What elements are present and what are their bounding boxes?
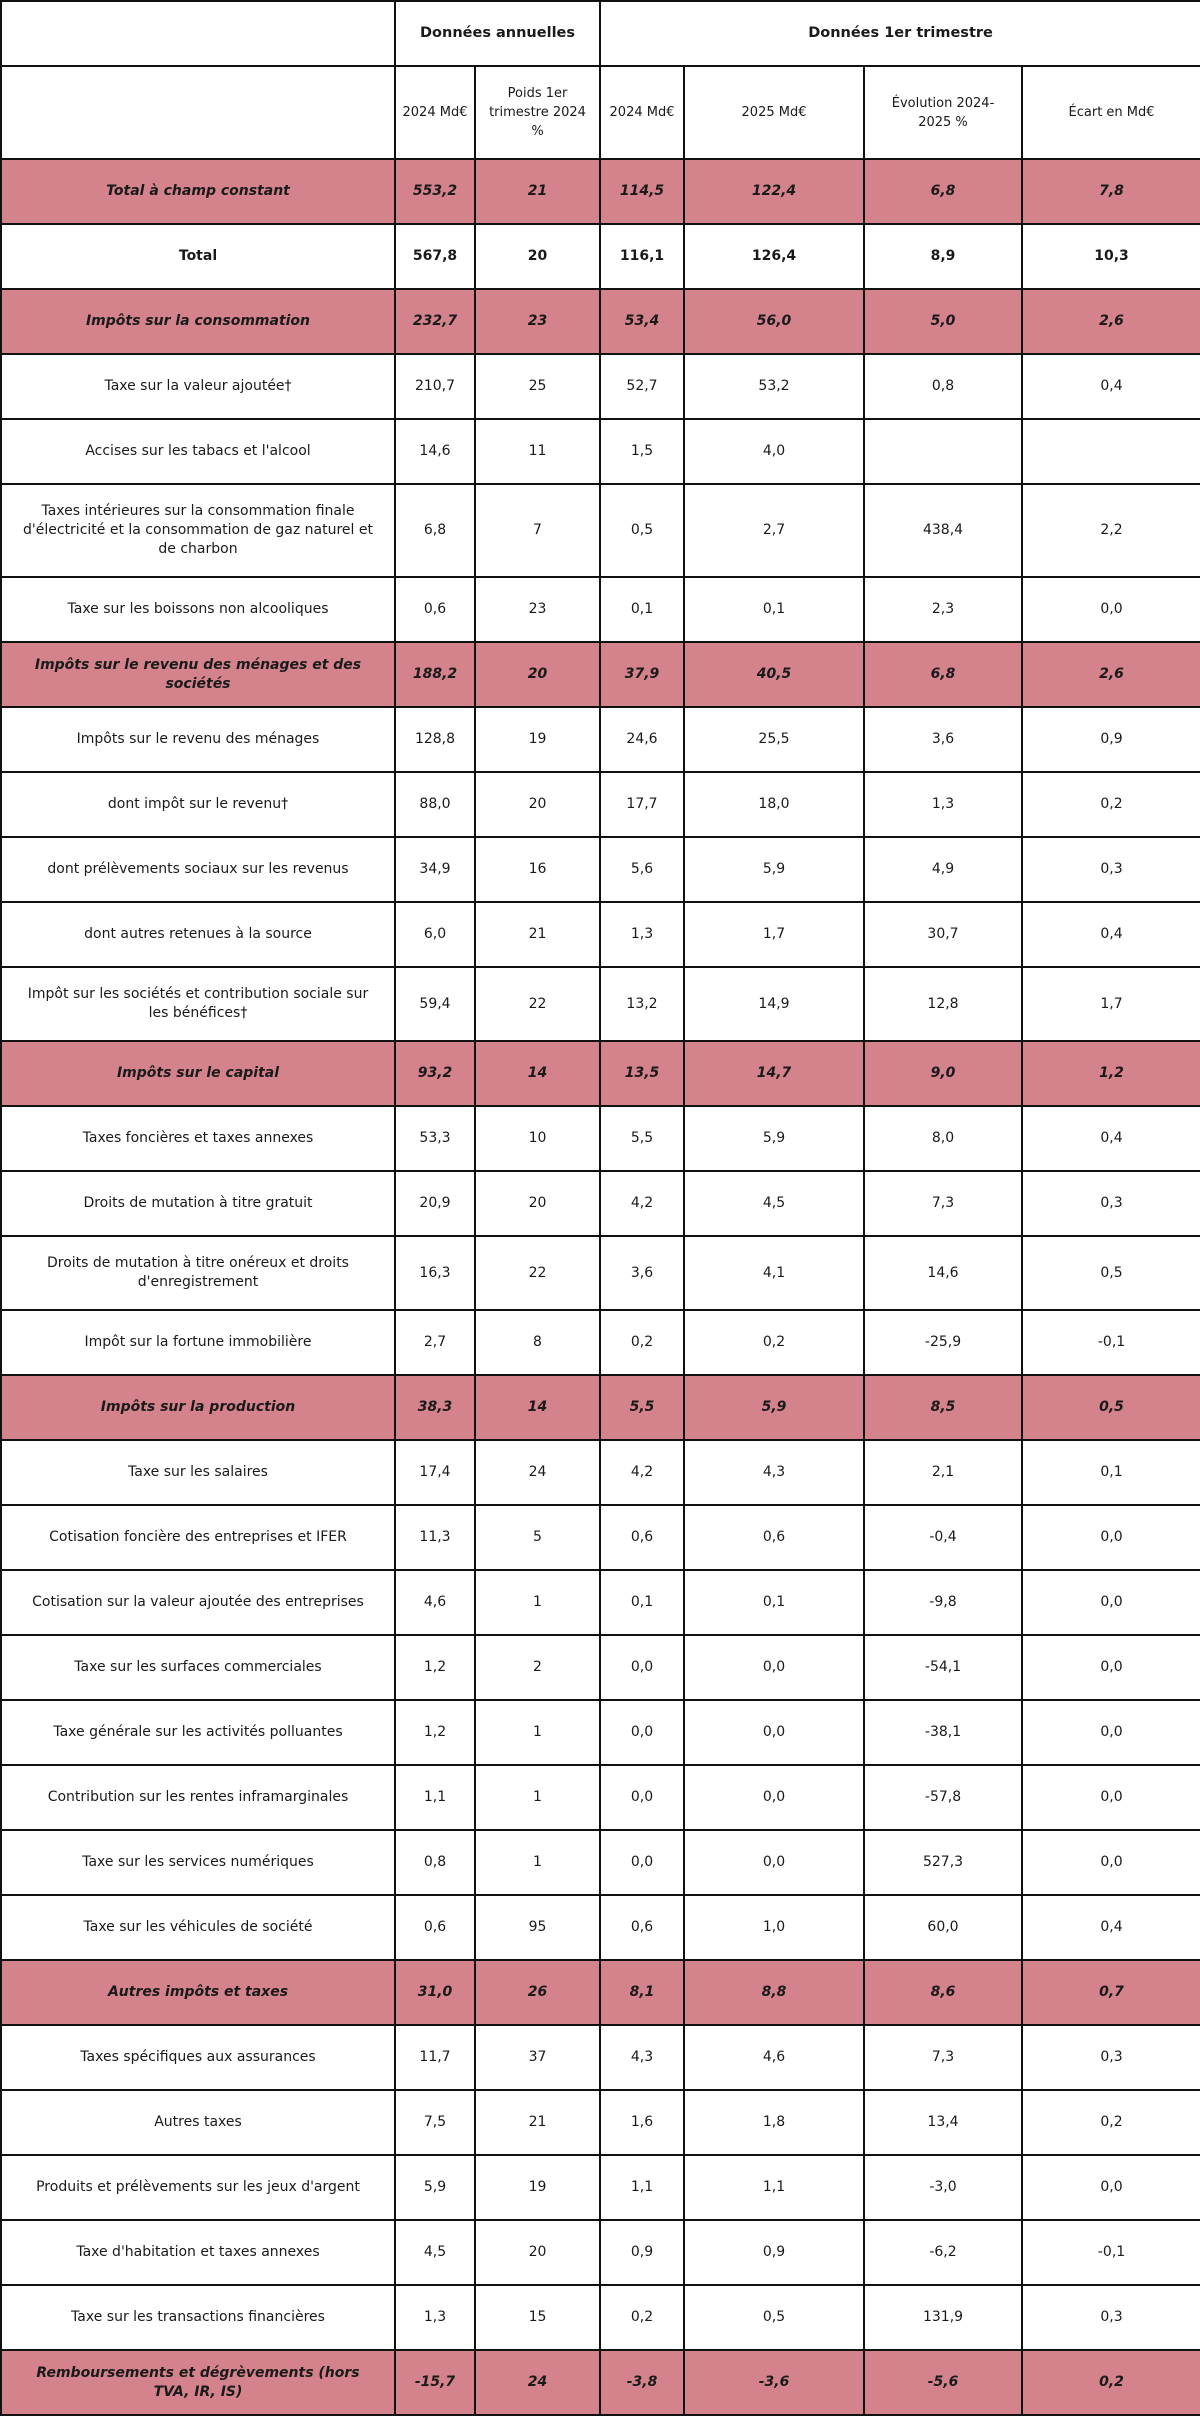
q1-2025-value: 5,9 — [684, 1375, 864, 1440]
q1-2024-value: 1,1 — [600, 2155, 684, 2220]
table-row — [1, 707, 1200, 772]
annual-2024-value: 1,2 — [395, 1635, 475, 1700]
q1-2024-value: 0,1 — [600, 577, 684, 642]
q1-2025-value: 0,0 — [684, 1635, 864, 1700]
q1-2024-value: 52,7 — [600, 354, 684, 419]
evolution-value: 4,9 — [864, 837, 1022, 902]
evolution-value: 8,5 — [864, 1375, 1022, 1440]
group-row — [1, 1960, 1200, 2025]
annual-2024-value: 38,3 — [395, 1375, 475, 1440]
row-label: Impôts sur le revenu des ménages et des sociétés — [1, 642, 395, 707]
annual-2024-value: 1,1 — [395, 1765, 475, 1830]
q1-2025-value: 8,8 — [684, 1960, 864, 2025]
q1-2025-value: 4,5 — [684, 1171, 864, 1236]
q1-2024-value: 0,1 — [600, 1570, 684, 1635]
evolution-value: -0,4 — [864, 1505, 1022, 1570]
annual-2024-value: 128,8 — [395, 707, 475, 772]
q1-2025-value: 14,7 — [684, 1041, 864, 1106]
ecart-value: 0,1 — [1022, 1440, 1200, 1505]
row-label: Cotisation sur la valeur ajoutée des entreprises — [1, 1570, 395, 1635]
poids-value: 24 — [475, 1440, 600, 1505]
q1-2025-value: 0,1 — [684, 577, 864, 642]
poids-value: 16 — [475, 837, 600, 902]
row-label: Taxe générale sur les activités polluantes — [1, 1700, 395, 1765]
evolution-value: 5,0 — [864, 289, 1022, 354]
q1-2025-value: 0,9 — [684, 2220, 864, 2285]
q1-2024-value: 5,5 — [600, 1375, 684, 1440]
table-row — [1, 2025, 1200, 2090]
poids-value: 23 — [475, 577, 600, 642]
table-row — [1, 1171, 1200, 1236]
header-q1-2025: 2025 Md€ — [684, 66, 864, 159]
table-row — [1, 967, 1200, 1041]
q1-2024-value: 0,0 — [600, 1635, 684, 1700]
group-row — [1, 159, 1200, 224]
q1-2024-value: 0,2 — [600, 2285, 684, 2350]
q1-2024-value: 0,9 — [600, 2220, 684, 2285]
q1-2024-value: 0,0 — [600, 1700, 684, 1765]
ecart-value: 0,0 — [1022, 1570, 1200, 1635]
ecart-value: 0,4 — [1022, 354, 1200, 419]
evolution-value: 7,3 — [864, 2025, 1022, 2090]
group-row — [1, 1375, 1200, 1440]
group-row — [1, 2350, 1200, 2415]
ecart-value: 0,0 — [1022, 1505, 1200, 1570]
header-corner — [1, 1, 395, 66]
q1-2025-value: 0,5 — [684, 2285, 864, 2350]
ecart-value: 0,3 — [1022, 2285, 1200, 2350]
q1-2025-value: 4,1 — [684, 1236, 864, 1310]
evolution-value: 3,6 — [864, 707, 1022, 772]
row-label: Taxe sur les surfaces commerciales — [1, 1635, 395, 1700]
q1-2024-value: 4,3 — [600, 2025, 684, 2090]
table-row — [1, 354, 1200, 419]
table-row — [1, 419, 1200, 484]
ecart-value: 1,7 — [1022, 967, 1200, 1041]
annual-2024-value: 5,9 — [395, 2155, 475, 2220]
q1-2024-value: 1,3 — [600, 902, 684, 967]
q1-2025-value: 0,0 — [684, 1765, 864, 1830]
q1-2024-value: 5,5 — [600, 1106, 684, 1171]
row-label: Produits et prélèvements sur les jeux d'argent — [1, 2155, 395, 2220]
q1-2024-value: 0,6 — [600, 1895, 684, 1960]
q1-2024-value: 53,4 — [600, 289, 684, 354]
annual-2024-value: 88,0 — [395, 772, 475, 837]
row-label: Taxe sur les véhicules de société — [1, 1895, 395, 1960]
row-label: Taxe sur les boissons non alcooliques — [1, 577, 395, 642]
table-row — [1, 2155, 1200, 2220]
evolution-value: 131,9 — [864, 2285, 1022, 2350]
ecart-value: 0,4 — [1022, 902, 1200, 967]
q1-2025-value: 4,6 — [684, 2025, 864, 2090]
annual-2024-value: 4,5 — [395, 2220, 475, 2285]
ecart-value: 2,6 — [1022, 289, 1200, 354]
q1-2025-value: 1,0 — [684, 1895, 864, 1960]
q1-2024-value: 116,1 — [600, 224, 684, 289]
q1-2024-value: 0,0 — [600, 1830, 684, 1895]
annual-2024-value: 567,8 — [395, 224, 475, 289]
evolution-value: 2,1 — [864, 1440, 1022, 1505]
q1-2024-value: 17,7 — [600, 772, 684, 837]
row-label: Taxe sur les services numériques — [1, 1830, 395, 1895]
total-row — [1, 224, 1200, 289]
evolution-value: -5,6 — [864, 2350, 1022, 2415]
row-label: Cotisation foncière des entreprises et IFER — [1, 1505, 395, 1570]
row-label: dont autres retenues à la source — [1, 902, 395, 967]
row-label: Taxes foncières et taxes annexes — [1, 1106, 395, 1171]
evolution-value: 6,8 — [864, 642, 1022, 707]
ecart-value: 0,5 — [1022, 1375, 1200, 1440]
annual-2024-value: 11,7 — [395, 2025, 475, 2090]
q1-2025-value: 18,0 — [684, 772, 864, 837]
row-label: Total — [1, 224, 395, 289]
poids-value: 1 — [475, 1700, 600, 1765]
annual-2024-value: 16,3 — [395, 1236, 475, 1310]
evolution-value: -57,8 — [864, 1765, 1022, 1830]
poids-value: 26 — [475, 1960, 600, 2025]
table-row — [1, 1236, 1200, 1310]
row-label: Impôts sur la production — [1, 1375, 395, 1440]
row-label: Total à champ constant — [1, 159, 395, 224]
annual-2024-value: 93,2 — [395, 1041, 475, 1106]
evolution-value: 7,3 — [864, 1171, 1022, 1236]
ecart-value — [1022, 419, 1200, 484]
table-row — [1, 1310, 1200, 1375]
ecart-value: 7,8 — [1022, 159, 1200, 224]
annual-2024-value: 210,7 — [395, 354, 475, 419]
q1-2025-value: 53,2 — [684, 354, 864, 419]
header-evolution: Évolution 2024-2025 % — [864, 66, 1022, 159]
evolution-value: 2,3 — [864, 577, 1022, 642]
q1-2025-value: 0,0 — [684, 1700, 864, 1765]
table-row — [1, 1830, 1200, 1895]
annual-2024-value: 0,6 — [395, 577, 475, 642]
evolution-value: 0,8 — [864, 354, 1022, 419]
q1-2024-value: 1,5 — [600, 419, 684, 484]
row-label: Autres taxes — [1, 2090, 395, 2155]
q1-2024-value: 5,6 — [600, 837, 684, 902]
evolution-value — [864, 419, 1022, 484]
poids-value: 5 — [475, 1505, 600, 1570]
poids-value: 21 — [475, 159, 600, 224]
poids-value: 2 — [475, 1635, 600, 1700]
ecart-value: 0,3 — [1022, 837, 1200, 902]
row-label: dont impôt sur le revenu† — [1, 772, 395, 837]
evolution-value: 13,4 — [864, 2090, 1022, 2155]
evolution-value: 8,0 — [864, 1106, 1022, 1171]
ecart-value: 0,0 — [1022, 1765, 1200, 1830]
q1-2024-value: 0,0 — [600, 1765, 684, 1830]
ecart-value: 0,7 — [1022, 1960, 1200, 2025]
poids-value: 1 — [475, 1765, 600, 1830]
evolution-value: -25,9 — [864, 1310, 1022, 1375]
ecart-value: -0,1 — [1022, 1310, 1200, 1375]
q1-2024-value: 1,6 — [600, 2090, 684, 2155]
poids-value: 20 — [475, 224, 600, 289]
annual-2024-value: 0,8 — [395, 1830, 475, 1895]
table-row — [1, 2090, 1200, 2155]
row-label: Accises sur les tabacs et l'alcool — [1, 419, 395, 484]
evolution-value: -3,0 — [864, 2155, 1022, 2220]
row-label: Taxe d'habitation et taxes annexes — [1, 2220, 395, 2285]
poids-value: 95 — [475, 1895, 600, 1960]
row-label: Impôt sur la fortune immobilière — [1, 1310, 395, 1375]
ecart-value: 10,3 — [1022, 224, 1200, 289]
header-annual-data: Données annuelles — [395, 1, 600, 66]
q1-2024-value: 37,9 — [600, 642, 684, 707]
row-label: Droits de mutation à titre onéreux et droits d'enregistrement — [1, 1236, 395, 1310]
q1-2025-value: 0,1 — [684, 1570, 864, 1635]
q1-2025-value: 14,9 — [684, 967, 864, 1041]
ecart-value: 0,3 — [1022, 2025, 1200, 2090]
ecart-value: 0,4 — [1022, 1106, 1200, 1171]
q1-2025-value: 4,0 — [684, 419, 864, 484]
table-row — [1, 577, 1200, 642]
q1-2025-value: 56,0 — [684, 289, 864, 354]
poids-value: 37 — [475, 2025, 600, 2090]
annual-2024-value: 6,8 — [395, 484, 475, 577]
table-row — [1, 2220, 1200, 2285]
ecart-value: 0,0 — [1022, 577, 1200, 642]
ecart-value: 0,0 — [1022, 1830, 1200, 1895]
ecart-value: 2,6 — [1022, 642, 1200, 707]
annual-2024-value: 4,6 — [395, 1570, 475, 1635]
group-row — [1, 1041, 1200, 1106]
poids-value: 21 — [475, 2090, 600, 2155]
header-column-row — [1, 66, 1200, 159]
table-row — [1, 1635, 1200, 1700]
annual-2024-value: 232,7 — [395, 289, 475, 354]
ecart-value: 0,2 — [1022, 772, 1200, 837]
row-label: Impôts sur le capital — [1, 1041, 395, 1106]
q1-2024-value: 114,5 — [600, 159, 684, 224]
header-annual-2024: 2024 Md€ — [395, 66, 475, 159]
poids-value: 14 — [475, 1375, 600, 1440]
poids-value: 22 — [475, 1236, 600, 1310]
row-label: Taxe sur les salaires — [1, 1440, 395, 1505]
q1-2024-value: 0,6 — [600, 1505, 684, 1570]
evolution-value: -6,2 — [864, 2220, 1022, 2285]
header-ecart: Écart en Md€ — [1022, 66, 1200, 159]
ecart-value: 0,2 — [1022, 2090, 1200, 2155]
q1-2025-value: 25,5 — [684, 707, 864, 772]
evolution-value: -54,1 — [864, 1635, 1022, 1700]
poids-value: 20 — [475, 642, 600, 707]
row-label: Taxe sur les transactions financières — [1, 2285, 395, 2350]
annual-2024-value: 17,4 — [395, 1440, 475, 1505]
q1-2024-value: -3,8 — [600, 2350, 684, 2415]
header-q1-2024: 2024 Md€ — [600, 66, 684, 159]
annual-2024-value: 53,3 — [395, 1106, 475, 1171]
poids-value: 11 — [475, 419, 600, 484]
table-row — [1, 1570, 1200, 1635]
q1-2025-value: 0,0 — [684, 1830, 864, 1895]
header-label-blank — [1, 66, 395, 159]
row-label: Droits de mutation à titre gratuit — [1, 1171, 395, 1236]
annual-2024-value: 7,5 — [395, 2090, 475, 2155]
annual-2024-value: 553,2 — [395, 159, 475, 224]
table-row — [1, 902, 1200, 967]
evolution-value: 9,0 — [864, 1041, 1022, 1106]
evolution-value: 12,8 — [864, 967, 1022, 1041]
ecart-value: 1,2 — [1022, 1041, 1200, 1106]
q1-2025-value: 5,9 — [684, 1106, 864, 1171]
table-row — [1, 484, 1200, 577]
table-row — [1, 1700, 1200, 1765]
annual-2024-value: 188,2 — [395, 642, 475, 707]
evolution-value: 438,4 — [864, 484, 1022, 577]
q1-2024-value: 0,5 — [600, 484, 684, 577]
poids-value: 7 — [475, 484, 600, 577]
annual-2024-value: 59,4 — [395, 967, 475, 1041]
poids-value: 19 — [475, 2155, 600, 2220]
table-row — [1, 1440, 1200, 1505]
q1-2024-value: 24,6 — [600, 707, 684, 772]
ecart-value: 0,9 — [1022, 707, 1200, 772]
table-row — [1, 1895, 1200, 1960]
ecart-value: 0,0 — [1022, 2155, 1200, 2220]
poids-value: 24 — [475, 2350, 600, 2415]
evolution-value: -38,1 — [864, 1700, 1022, 1765]
header-poids: Poids 1er trimestre 2024 % — [475, 66, 600, 159]
q1-2024-value: 13,2 — [600, 967, 684, 1041]
poids-value: 1 — [475, 1570, 600, 1635]
row-label: Contribution sur les rentes inframarginales — [1, 1765, 395, 1830]
q1-2024-value: 13,5 — [600, 1041, 684, 1106]
table-row — [1, 1106, 1200, 1171]
ecart-value: 0,0 — [1022, 1635, 1200, 1700]
evolution-value: 14,6 — [864, 1236, 1022, 1310]
table-row — [1, 837, 1200, 902]
evolution-value: 527,3 — [864, 1830, 1022, 1895]
annual-2024-value: 31,0 — [395, 1960, 475, 2025]
table-row — [1, 772, 1200, 837]
header-group-row — [1, 1, 1200, 66]
poids-value: 22 — [475, 967, 600, 1041]
q1-2025-value: 40,5 — [684, 642, 864, 707]
table-row — [1, 1505, 1200, 1570]
evolution-value: 1,3 — [864, 772, 1022, 837]
group-row — [1, 289, 1200, 354]
annual-2024-value: 34,9 — [395, 837, 475, 902]
q1-2025-value: 1,8 — [684, 2090, 864, 2155]
ecart-value: -0,1 — [1022, 2220, 1200, 2285]
annual-2024-value: 2,7 — [395, 1310, 475, 1375]
q1-2024-value: 4,2 — [600, 1171, 684, 1236]
evolution-value: 30,7 — [864, 902, 1022, 967]
table-row — [1, 2285, 1200, 2350]
q1-2025-value: 1,7 — [684, 902, 864, 967]
q1-2025-value: 1,1 — [684, 2155, 864, 2220]
q1-2025-value: -3,6 — [684, 2350, 864, 2415]
q1-2024-value: 0,2 — [600, 1310, 684, 1375]
table-body — [1, 159, 1200, 2415]
header-q1-data: Données 1er trimestre — [600, 1, 1200, 66]
row-label: Taxes spécifiques aux assurances — [1, 2025, 395, 2090]
ecart-value: 0,5 — [1022, 1236, 1200, 1310]
evolution-value: 6,8 — [864, 159, 1022, 224]
poids-value: 25 — [475, 354, 600, 419]
annual-2024-value: 6,0 — [395, 902, 475, 967]
annual-2024-value: 1,2 — [395, 1700, 475, 1765]
row-label: Impôts sur le revenu des ménages — [1, 707, 395, 772]
evolution-value: 60,0 — [864, 1895, 1022, 1960]
row-label: Autres impôts et taxes — [1, 1960, 395, 2025]
q1-2025-value: 2,7 — [684, 484, 864, 577]
annual-2024-value: 11,3 — [395, 1505, 475, 1570]
evolution-value: 8,6 — [864, 1960, 1022, 2025]
annual-2024-value: 1,3 — [395, 2285, 475, 2350]
poids-value: 1 — [475, 1830, 600, 1895]
annual-2024-value: -15,7 — [395, 2350, 475, 2415]
ecart-value: 0,3 — [1022, 1171, 1200, 1236]
ecart-value: 0,2 — [1022, 2350, 1200, 2415]
row-label: Taxes intérieures sur la consommation finale d'électricité et la consommation de gaz naturel et de charbon — [1, 484, 395, 577]
row-label: dont prélèvements sociaux sur les revenus — [1, 837, 395, 902]
poids-value: 10 — [475, 1106, 600, 1171]
row-label: Impôts sur la consommation — [1, 289, 395, 354]
q1-2025-value: 126,4 — [684, 224, 864, 289]
ecart-value: 0,4 — [1022, 1895, 1200, 1960]
poids-value: 20 — [475, 1171, 600, 1236]
poids-value: 14 — [475, 1041, 600, 1106]
q1-2025-value: 5,9 — [684, 837, 864, 902]
annual-2024-value: 14,6 — [395, 419, 475, 484]
evolution-value: 8,9 — [864, 224, 1022, 289]
poids-value: 8 — [475, 1310, 600, 1375]
q1-2025-value: 0,2 — [684, 1310, 864, 1375]
annual-2024-value: 0,6 — [395, 1895, 475, 1960]
row-label: Impôt sur les sociétés et contribution sociale sur les bénéfices† — [1, 967, 395, 1041]
row-label: Taxe sur la valeur ajoutée† — [1, 354, 395, 419]
poids-value: 19 — [475, 707, 600, 772]
poids-value: 23 — [475, 289, 600, 354]
poids-value: 20 — [475, 772, 600, 837]
poids-value: 21 — [475, 902, 600, 967]
q1-2024-value: 3,6 — [600, 1236, 684, 1310]
q1-2024-value: 8,1 — [600, 1960, 684, 2025]
q1-2025-value: 4,3 — [684, 1440, 864, 1505]
q1-2025-value: 122,4 — [684, 159, 864, 224]
q1-2025-value: 0,6 — [684, 1505, 864, 1570]
poids-value: 15 — [475, 2285, 600, 2350]
row-label: Remboursements et dégrèvements (hors TVA, IR, IS) — [1, 2350, 395, 2415]
annual-2024-value: 20,9 — [395, 1171, 475, 1236]
q1-2024-value: 4,2 — [600, 1440, 684, 1505]
evolution-value: -9,8 — [864, 1570, 1022, 1635]
table-row — [1, 1765, 1200, 1830]
ecart-value: 2,2 — [1022, 484, 1200, 577]
ecart-value: 0,0 — [1022, 1700, 1200, 1765]
group-row — [1, 642, 1200, 707]
poids-value: 20 — [475, 2220, 600, 2285]
